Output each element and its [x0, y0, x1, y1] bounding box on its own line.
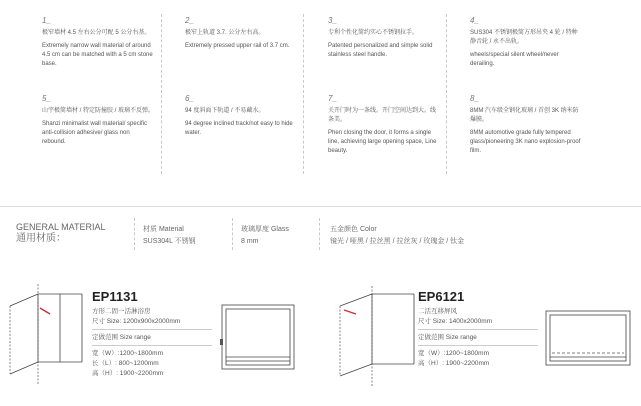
color-label: 五金颜色 Color	[330, 226, 377, 233]
size-range-title: 定做范围 Size range	[92, 334, 151, 341]
feature-cn-text: 94 度斜面下轨道 / 不易藏水。	[185, 108, 265, 114]
feature-en-text: 94 degree inclined track/not easy to hide water.	[185, 121, 293, 136]
feature-2	[185, 16, 297, 55]
range-height: 高（H）: 1900~2200mm	[418, 360, 490, 367]
feature-8	[470, 94, 582, 160]
feature-cn-text: 专利个性化简约实心不锈钢拉手。	[328, 30, 419, 36]
feature-en-text: Shanzi minimalist wall material/ specific anti-collision adhesive/ glass non rebound.	[42, 121, 148, 145]
feature-cn-text: SUS304 不锈钢极简方形吊夹 4 轮 / 特种静音轮 / 永不出轨。	[470, 30, 578, 45]
product-desc: 二活互移屏风	[418, 308, 457, 315]
sliding-screen-plan-drawing	[544, 309, 634, 367]
color-column	[330, 224, 464, 248]
product-info-ep1131	[92, 307, 212, 379]
divider	[161, 14, 162, 174]
range-width: 宽（W）:1200~1800mm	[92, 350, 163, 357]
product-model-ep1131: EP1131	[92, 289, 138, 304]
glass-value: 8 mm	[241, 238, 259, 245]
general-material-title-cn: 通用材质：	[16, 233, 66, 244]
general-material-title	[16, 221, 106, 245]
feature-cn-text: 极窄上轨道 3.7. 公分左右高。	[185, 30, 265, 36]
range-width: 宽（W）:1200~1800mm	[418, 350, 489, 357]
product-desc: 方形二固一活淋浴房	[92, 308, 151, 315]
size-range-title: 定做范围 Size range	[418, 334, 477, 341]
feature-6	[185, 94, 297, 142]
feature-cn-text: 8MM 汽车级全钢化玻璃 / 首创 3K 纳米防爆膜。	[470, 108, 579, 123]
separator	[418, 329, 538, 330]
feature-number: 3_	[328, 16, 337, 25]
feature-1	[42, 16, 154, 73]
feature-en-text: Extremely narrow wall material of around 4.5 cm can be matched with a 5 cm stone base.	[42, 43, 153, 67]
feature-cn-text: 山宇极简墙材 / 特定防撞胶 / 玻璃不反弹。	[42, 108, 155, 114]
glass-label: 玻璃厚度 Glass	[241, 226, 289, 233]
feature-7	[328, 94, 440, 160]
material-value: SUS304L 不锈钢	[143, 238, 196, 245]
feature-number: 6_	[185, 94, 194, 103]
divider	[303, 14, 304, 174]
sliding-screen-3d-drawing	[334, 284, 418, 388]
material-label: 材质 Material	[143, 226, 184, 233]
feature-cn-text: 极窄墙材 4.5 左右公分可配 5 公分右基。	[42, 30, 151, 36]
separator	[418, 345, 538, 346]
feature-en-text: wheels/special silent wheel/never derailing.	[470, 52, 559, 67]
general-material-title-en: GENERAL MATERIAL	[16, 222, 106, 232]
glass-column	[241, 224, 289, 248]
divider	[134, 218, 135, 250]
feature-en-text: Extremely pressed upper rail of 3.7 cm.	[185, 43, 290, 49]
feature-number: 2_	[185, 16, 194, 25]
feature-en-text: 8MM automotive grade fully tempered glass/pioneering 3K nano explosion-proof film.	[470, 130, 581, 154]
product-size: 尺寸 Size: 1200x900x2000mm	[92, 318, 181, 325]
section-divider	[0, 206, 641, 207]
feature-number: 5_	[42, 94, 51, 103]
feature-en-text: Phen closing the door, it forms a single line, achieving large opening space, Line beauty.	[328, 130, 437, 154]
separator	[92, 345, 212, 346]
range-length: 长（L）: 800~1200mm	[92, 360, 159, 367]
feature-3	[328, 16, 440, 64]
feature-en-text: Patented personalized and simple solid stainless steel handle.	[328, 43, 433, 58]
range-height: 高（H）: 1900~2200mm	[92, 370, 164, 377]
material-column	[143, 224, 196, 248]
product-model-ep6121: EP6121	[418, 289, 465, 304]
feature-cn-text: 关开门时为一条线。开门空间达到大。线条美。	[328, 108, 437, 123]
feature-5	[42, 94, 154, 151]
feature-number: 4_	[470, 16, 479, 25]
divider	[319, 218, 320, 250]
shower-enclosure-3d-drawing	[4, 282, 88, 386]
product-size: 尺寸 Size: 1400x2000mm	[418, 318, 493, 325]
color-value: 镜光 / 哑黑 / 拉丝黑 / 拉丝灰 / 玫瑰金 / 钛金	[330, 238, 465, 245]
separator	[92, 329, 212, 330]
divider	[446, 14, 447, 174]
product-info-ep6121	[418, 307, 538, 369]
feature-number: 1_	[42, 16, 51, 25]
feature-4	[470, 16, 582, 73]
divider	[232, 218, 233, 250]
feature-number: 7_	[328, 94, 337, 103]
shower-enclosure-plan-drawing	[218, 303, 298, 371]
feature-number: 8_	[470, 94, 479, 103]
